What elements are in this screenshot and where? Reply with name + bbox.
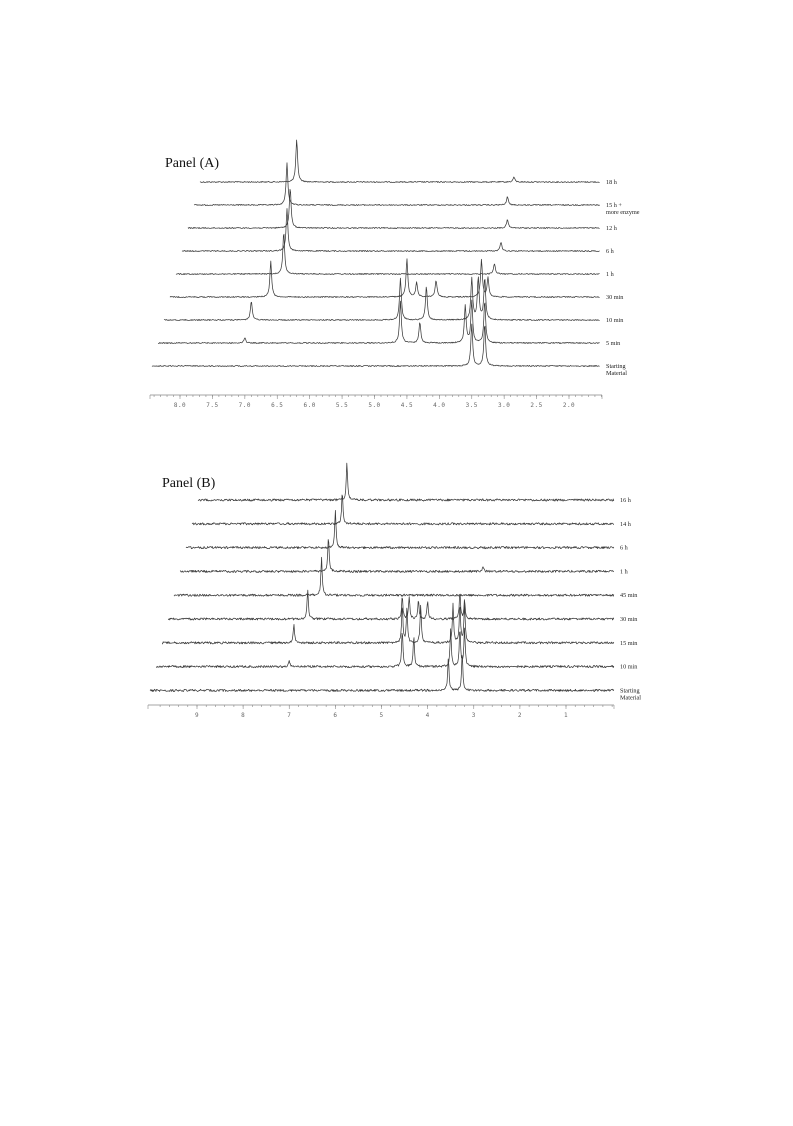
- trace-label: Starting Material: [620, 687, 641, 702]
- spectrum-trace: [150, 655, 614, 691]
- x-axis-tick-label: 3.0: [497, 402, 511, 409]
- trace-label: 18 h: [606, 179, 617, 186]
- x-axis-tick-label: 6: [333, 712, 338, 719]
- x-axis-tick-label: 2.5: [530, 402, 543, 409]
- x-axis-tick-label: 1: [563, 712, 569, 719]
- spectrum-trace: [186, 510, 614, 548]
- x-axis-tick-label: 7: [287, 712, 292, 719]
- spectrum-trace: [174, 557, 614, 596]
- x-axis-tick-label: 3.5: [465, 402, 478, 409]
- spectrum-trace: [152, 324, 600, 367]
- x-axis-tick-label: 4: [425, 712, 430, 719]
- trace-label: 16 h: [620, 497, 631, 504]
- spectrum-trace: [164, 277, 600, 321]
- trace-label: 45 min: [620, 592, 638, 600]
- trace-label: 10 min: [620, 663, 638, 671]
- x-axis-tick-label: 9: [194, 712, 200, 719]
- spectrum-trace: [182, 208, 600, 251]
- spectrum-trace: [162, 603, 614, 644]
- trace-label: 6 h: [606, 248, 614, 255]
- trace-label: 12 h: [606, 225, 617, 232]
- spectrum-trace: [156, 628, 614, 668]
- trace-label: 1 h: [620, 568, 628, 576]
- x-axis-tick-label: 7.5: [206, 402, 219, 409]
- x-axis-tick-label: 5.0: [368, 402, 381, 409]
- spectrum-trace: [158, 300, 600, 344]
- x-axis-tick-label: 5.5: [335, 402, 349, 409]
- trace-label: 10 min: [606, 317, 624, 324]
- trace-label: 30 min: [606, 294, 624, 301]
- spectrum-trace: [176, 234, 600, 274]
- x-axis-tick-label: 6.5: [271, 402, 284, 409]
- x-axis-tick-label: 6.0: [303, 402, 316, 409]
- trace-label: 14 h: [620, 520, 631, 528]
- spectrum-trace: [180, 540, 614, 573]
- trace-label: 15 h + more enzyme: [606, 202, 640, 216]
- trace-label: 1 h: [606, 271, 614, 278]
- trace-label: 5 min: [606, 340, 621, 347]
- x-axis-tick-label: 4.0: [433, 402, 446, 409]
- x-axis-tick-label: 8.0: [173, 402, 187, 409]
- spectrum-trace: [194, 163, 600, 206]
- x-axis-tick-label: 3: [471, 712, 476, 719]
- spectrum-trace: [200, 140, 600, 183]
- x-axis-tick-label: 7.0: [238, 402, 252, 409]
- x-axis-tick-label: 2.0: [562, 402, 576, 409]
- panel-title: Panel (B): [162, 476, 216, 491]
- spectrum-trace: [188, 189, 600, 228]
- spectrum-trace: [170, 259, 600, 298]
- spectrum-trace: [198, 463, 614, 501]
- chart-panel-a: [150, 140, 640, 409]
- x-axis-tick-label: 5: [379, 712, 384, 719]
- trace-label: 30 min: [620, 616, 638, 623]
- trace-label: 6 h: [620, 544, 628, 552]
- x-axis-tick-label: 4.5: [400, 402, 414, 409]
- chart-panel-b: [148, 463, 641, 719]
- x-axis-tick-label: 8: [241, 712, 246, 719]
- trace-label: 15 min: [620, 639, 638, 647]
- panel-title: Panel (A): [165, 156, 220, 171]
- x-axis-tick-label: 2: [517, 712, 522, 719]
- trace-label: Starting Material: [606, 363, 627, 377]
